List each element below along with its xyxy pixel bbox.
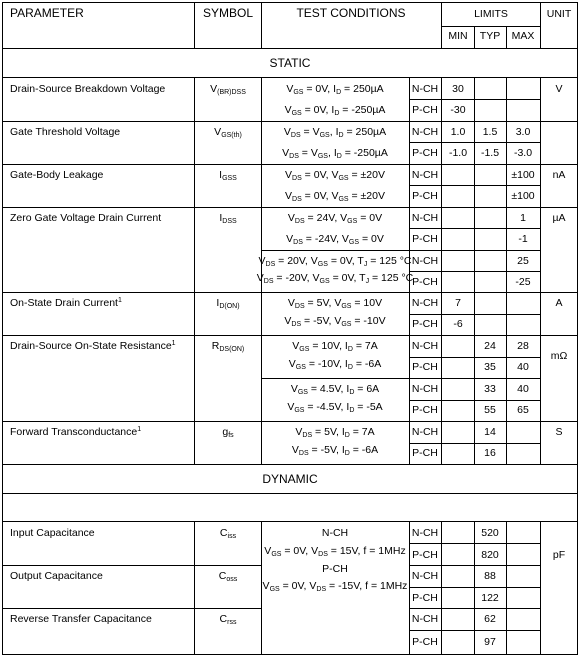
- channel-p: P-CH: [412, 233, 438, 245]
- condition-idss2-n: $V_{DS} = 20V$, $V_{GS} = 0V$, $T_J = 125$ °C: [258, 255, 412, 268]
- condition-vgsth-p: $V_{DS} = V_{GS}$, $I_D = -250\mu A$: [282, 147, 388, 160]
- condition-idss2-p: $V_{DS} = -20V$, $V_{GS} = 0V$, $T_J = 125$ °C: [256, 272, 414, 285]
- condition-bvdss-p: $V_{GS} = 0V$, $I_D = -250\mu A$: [284, 104, 386, 117]
- value-gfs-p-typ: 16: [484, 447, 496, 459]
- param-reverse-transfer-capacitance: Reverse Transfer Capacitance: [10, 613, 152, 625]
- channel-n: N-CH: [411, 212, 439, 224]
- condition-dyn-n: $V_{GS} = 0V$, $V_{DS} = 15V$, f = 1MHz: [264, 545, 406, 558]
- channel-p: P-CH: [412, 404, 438, 416]
- unit-bvdss: V: [555, 83, 563, 95]
- condition-rds1-p: $V_{GS} = -10V$, $I_D = -6A$: [288, 358, 382, 371]
- value-vgsth-n-min: 1.0: [450, 126, 466, 138]
- param-output-capacitance: Output Capacitance: [10, 570, 103, 582]
- value-rds1-n-typ: 24: [484, 340, 496, 352]
- condition-dyn-n-title: N-CH: [321, 527, 349, 539]
- value-coss-p-typ: 122: [481, 592, 499, 604]
- value-vgsth-p-typ: -1.5: [480, 147, 500, 159]
- channel-n: N-CH: [411, 570, 439, 582]
- value-ciss-p-typ: 820: [481, 549, 499, 561]
- condition-gfs-p: $V_{DS} = -5V$, $I_D = -6A$: [291, 444, 379, 457]
- value-crss-p-typ: 97: [484, 636, 496, 648]
- condition-bvdss-n: $V_{GS} = 0V$, $I_D = 250\mu A$: [286, 83, 384, 96]
- symbol-vgsth: $V_{GS(th)}$: [214, 126, 242, 139]
- channel-p: P-CH: [412, 190, 438, 202]
- unit-capacitance: pF: [552, 549, 566, 561]
- condition-idss1-n: $V_{DS} = 24V$, $V_{GS} = 0V$: [287, 212, 383, 225]
- unit-idon: A: [555, 297, 563, 309]
- header-min: MIN: [448, 30, 468, 42]
- param-on-state-resistance: Drain-Source On-State Resistance$^1$: [10, 340, 176, 352]
- value-vgsth-n-typ: 1.5: [482, 126, 498, 138]
- channel-p: P-CH: [412, 636, 438, 648]
- symbol-coss: $C_{oss}$: [218, 570, 238, 583]
- value-rds2-n-max: 40: [517, 383, 529, 395]
- value-gfs-n-typ: 14: [484, 426, 496, 438]
- condition-idon-n: $V_{DS} = 5V$, $V_{GS} = 10V$: [287, 297, 383, 310]
- value-rds1-p-max: 40: [517, 361, 529, 373]
- condition-idss1-p: $V_{DS} = -24V$, $V_{GS} = 0V$: [286, 233, 384, 246]
- symbol-ciss: $C_{iss}$: [219, 527, 237, 540]
- header-parameter: PARAMETER: [10, 6, 84, 20]
- channel-n: N-CH: [411, 126, 439, 138]
- header-limits: LIMITS: [474, 8, 508, 20]
- symbol-rdson: $R_{DS(ON)}$: [211, 340, 245, 353]
- footnote-mark: 1: [171, 340, 176, 347]
- channel-p: P-CH: [412, 104, 438, 116]
- section-dynamic: DYNAMIC: [262, 472, 318, 486]
- condition-rds1-n: $V_{GS} = 10V$, $I_D = 7A$: [292, 340, 378, 353]
- condition-igss-n: $V_{DS} = 0V$, $V_{GS} = \pm 20V$: [285, 169, 385, 182]
- value-igss-p-max: ±100: [511, 190, 535, 202]
- symbol-idss: $I_{DSS}$: [219, 212, 237, 225]
- value-idss2-n-max: 25: [517, 255, 529, 267]
- channel-p: P-CH: [412, 549, 438, 561]
- condition-vgsth-n: $V_{DS} = V_{GS}$, $I_D = 250\mu A$: [283, 126, 387, 139]
- value-rds2-n-typ: 33: [484, 383, 496, 395]
- symbol-crss: $C_{rss}$: [219, 613, 237, 626]
- value-vgsth-p-max: -3.0: [513, 147, 533, 159]
- param-zero-gate-drain-current: Zero Gate Voltage Drain Current: [10, 212, 162, 224]
- value-ciss-n-typ: 520: [481, 527, 499, 539]
- value-rds1-n-max: 28: [517, 340, 529, 352]
- channel-p: P-CH: [412, 318, 438, 330]
- symbol-gfs: $g_{fs}$: [222, 426, 234, 439]
- symbol-idon: $I_{D(ON)}$: [216, 297, 240, 310]
- channel-p: P-CH: [412, 147, 438, 159]
- condition-igss-p: $V_{DS} = 0V$, $V_{GS} = \pm 20V$: [285, 190, 385, 203]
- footnote-mark: 1: [117, 297, 122, 304]
- header-typ: TYP: [479, 30, 501, 42]
- channel-p: P-CH: [412, 592, 438, 604]
- param-breakdown-voltage: Drain-Source Breakdown Voltage: [10, 83, 166, 95]
- unit-idss: µA: [552, 212, 566, 224]
- symbol-bvdss: $V_{(BR)DSS}$: [210, 83, 246, 96]
- channel-n: N-CH: [411, 169, 439, 181]
- condition-rds2-n: $V_{GS} = 4.5V$, $I_D = 6A$: [290, 383, 380, 396]
- header-symbol: SYMBOL: [202, 6, 254, 20]
- channel-p: P-CH: [412, 361, 438, 373]
- section-static: STATIC: [269, 56, 311, 70]
- value-crss-n-typ: 62: [484, 613, 496, 625]
- value-idss1-p-max: -1: [518, 233, 528, 245]
- value-idss1-n-max: 1: [520, 212, 526, 224]
- channel-p: P-CH: [412, 447, 438, 459]
- value-bvdss-n-min: 30: [452, 83, 464, 95]
- footnote-mark: 1: [137, 426, 142, 433]
- channel-n: N-CH: [411, 255, 439, 267]
- value-idon-n-min: 7: [455, 297, 461, 309]
- header-max: MAX: [511, 30, 535, 42]
- channel-p: P-CH: [412, 276, 438, 288]
- channel-n: N-CH: [411, 383, 439, 395]
- channel-n: N-CH: [411, 613, 439, 625]
- param-on-state-drain-current: On-State Drain Current$^1$: [10, 297, 122, 309]
- channel-n: N-CH: [411, 297, 439, 309]
- channel-n: N-CH: [411, 83, 439, 95]
- value-idss2-p-max: -25: [515, 276, 531, 288]
- value-rds2-p-max: 65: [517, 404, 529, 416]
- unit-rdson: mΩ: [550, 350, 568, 362]
- condition-dyn-p: $V_{GS} = 0V$, $V_{DS} = -15V$, f = 1MHz: [262, 580, 408, 593]
- value-igss-n-max: ±100: [511, 169, 535, 181]
- value-idon-p-min: -6: [453, 318, 463, 330]
- value-coss-n-typ: 88: [484, 570, 496, 582]
- unit-igss: nA: [552, 169, 566, 181]
- channel-n: N-CH: [411, 426, 439, 438]
- param-input-capacitance: Input Capacitance: [10, 527, 95, 539]
- condition-idon-p: $V_{DS} = -5V$, $V_{GS} = -10V$: [284, 315, 386, 328]
- value-vgsth-p-min: -1.0: [448, 147, 468, 159]
- param-forward-transconductance: Forward Transconductance$^1$: [10, 426, 142, 438]
- condition-rds2-p: $V_{GS} = -4.5V$, $I_D = -5A$: [287, 401, 383, 414]
- value-rds2-p-typ: 55: [484, 404, 496, 416]
- param-gate-threshold: Gate Threshold Voltage: [10, 126, 121, 138]
- param-gate-body-leakage: Gate-Body Leakage: [10, 169, 104, 181]
- condition-dyn-p-title: P-CH: [322, 563, 348, 575]
- value-rds1-p-typ: 35: [484, 361, 496, 373]
- condition-gfs-n: $V_{DS} = 5V$, $I_D = 7A$: [295, 426, 375, 439]
- header-unit: UNIT: [546, 8, 572, 20]
- channel-n: N-CH: [411, 340, 439, 352]
- value-bvdss-p-min: -30: [450, 104, 466, 116]
- header-test-conditions: TEST CONDITIONS: [296, 6, 406, 20]
- symbol-igss: $I_{GSS}$: [219, 169, 237, 182]
- value-vgsth-n-max: 3.0: [515, 126, 531, 138]
- channel-n: N-CH: [411, 527, 439, 539]
- unit-gfs: S: [555, 426, 563, 438]
